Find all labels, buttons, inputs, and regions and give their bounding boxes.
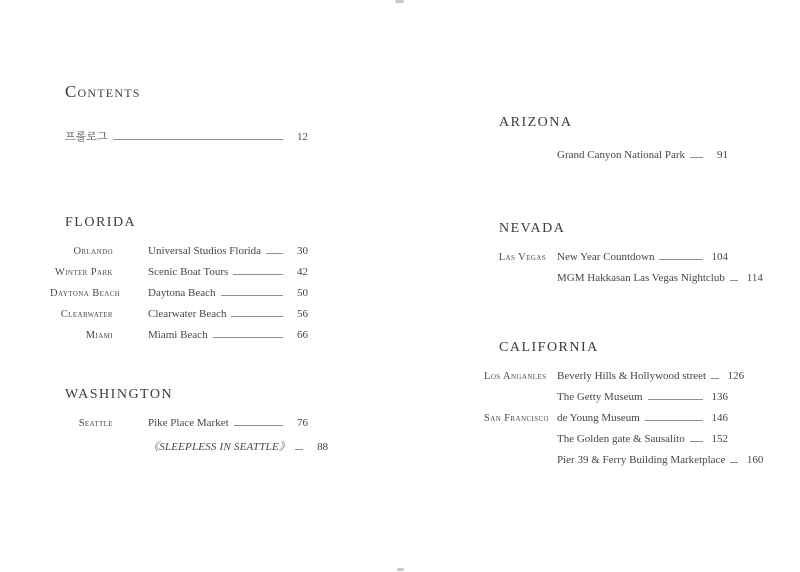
- entry-title: The Golden gate & Sausalito: [557, 433, 685, 445]
- section-heading-nevada: NEVADA: [499, 221, 566, 236]
- toc-page-left: [50, 0, 329, 459]
- leader-line: [690, 441, 703, 442]
- leader-line: [295, 449, 303, 450]
- entry-title: New Year Countdown: [557, 251, 655, 263]
- leader-line: [659, 259, 703, 260]
- city-label: San Francisco: [484, 413, 550, 424]
- toc-entry-row: [50, 287, 308, 308]
- section-entries-washington: [50, 417, 329, 459]
- toc-entry-row: [50, 329, 308, 350]
- entry-title: Scenic Boat Tours: [148, 266, 229, 278]
- city-label: Winter Park: [54, 267, 113, 278]
- page-number: 88: [317, 441, 329, 453]
- toc-entry-row: [50, 438, 329, 459]
- page-number: 152: [711, 433, 728, 445]
- entry-title-movie: 《SLEEPLESS IN SEATTLE》: [148, 441, 291, 453]
- section-entries-nevada: [484, 251, 763, 293]
- leader-line: [648, 399, 703, 400]
- city-label: Daytona Beach: [50, 288, 121, 299]
- contents-title: Contents: [65, 82, 141, 101]
- page-number: 114: [746, 272, 763, 284]
- entry-title: Pier 39 & Ferry Building Marketplace: [557, 454, 726, 466]
- leader-line: [231, 316, 283, 317]
- page-number: 91: [717, 149, 728, 161]
- leader-line: [645, 420, 703, 421]
- toc-entry-row: [50, 245, 308, 266]
- toc-entry-row: [484, 391, 728, 412]
- section-heading-california: CALIFORNIA: [499, 340, 599, 355]
- entry-title: Grand Canyon National Park: [557, 149, 685, 161]
- page-number: 160: [746, 454, 764, 466]
- toc-entry-row: [50, 266, 308, 287]
- toc-entry-prologue: [65, 128, 308, 144]
- page-number: 136: [711, 391, 728, 403]
- leader-line: [730, 280, 738, 281]
- toc-entry-row: [50, 417, 308, 438]
- section-entries-california: [484, 370, 764, 475]
- entry-title: Daytona Beach: [148, 287, 216, 299]
- leader-line: [213, 337, 283, 338]
- spine-fold-mark-bottom: [397, 568, 404, 571]
- section-heading-arizona: ARIZONA: [499, 115, 573, 130]
- toc-page-right: [484, 0, 764, 475]
- entry-title: de Young Museum: [557, 412, 640, 424]
- city-label: Miami: [85, 330, 113, 341]
- entry-title: The Getty Museum: [557, 391, 643, 403]
- section-entries-florida: [50, 245, 308, 350]
- toc-entry-row: [484, 251, 728, 272]
- leader-line: [234, 425, 283, 426]
- leader-line: [711, 378, 719, 379]
- page-number: 126: [727, 370, 745, 382]
- page-number: 50: [297, 287, 308, 299]
- section-heading-washington: WASHINGTON: [65, 387, 174, 402]
- page-number: 76: [297, 417, 308, 429]
- page-number: 104: [711, 251, 728, 263]
- leader-line: [233, 274, 283, 275]
- toc-entry-row: [484, 454, 764, 475]
- page-number: 146: [711, 412, 728, 424]
- city-label: Clearwater: [60, 309, 113, 320]
- section-heading-florida: FLORIDA: [65, 215, 137, 230]
- page-number: 12: [297, 131, 308, 143]
- city-label: Orlando: [73, 246, 113, 257]
- toc-entry-row: [484, 272, 763, 293]
- section-entries-arizona: [484, 149, 728, 170]
- page-number: 56: [297, 308, 308, 320]
- entry-title: Universal Studios Florida: [148, 245, 262, 257]
- leader-line: [730, 462, 738, 463]
- toc-entry-row: [50, 308, 308, 329]
- entry-title: Miami Beach: [148, 329, 208, 341]
- page-number: 42: [297, 266, 308, 278]
- entry-title: MGM Hakkasan Las Vegas Nightclub: [557, 272, 725, 284]
- toc-entry-row: [484, 433, 728, 454]
- city-label: Seattle: [78, 418, 113, 429]
- leader-line: [221, 295, 284, 296]
- entry-title: Beverly Hills & Hollywood street: [557, 370, 707, 382]
- spine-fold-mark-top: [395, 0, 404, 3]
- leader-line: [113, 139, 283, 140]
- city-label: Los Anganles: [484, 371, 547, 382]
- page-number: 30: [297, 245, 308, 257]
- entry-title: Pike Place Market: [148, 417, 229, 429]
- toc-entry-row: [484, 370, 745, 391]
- entry-title: Clearwater Beach: [148, 308, 227, 320]
- entry-title: 프롤로그: [65, 131, 108, 143]
- leader-line: [266, 253, 283, 254]
- leader-line: [690, 157, 703, 158]
- toc-entry-row: [484, 412, 728, 433]
- toc-entry-row: [484, 149, 728, 170]
- page-number: 66: [297, 329, 308, 341]
- city-label: Las Vegas: [498, 252, 546, 263]
